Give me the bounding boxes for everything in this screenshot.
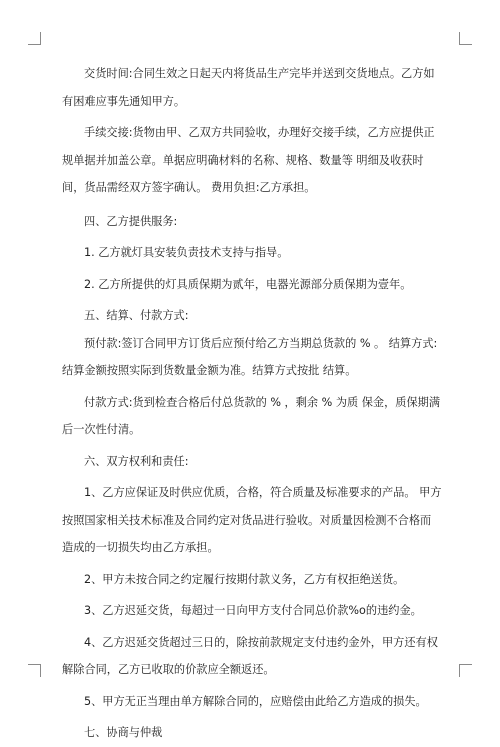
list-item-duty-2: 2、甲方未按合同之约定履行按期付款义务，乙方有权拒绝送货。 [84, 572, 405, 586]
list-item-duty-3: 3、乙方迟延交货，每超过一日向甲方支付合同总价款%o的违约金。 [84, 604, 422, 617]
heading-services: 四、乙方提供服务: [84, 214, 178, 228]
crop-mark-bottom-right [459, 664, 472, 677]
paragraph-prepayment: 预付款:签订合同甲方订货后应预付给乙方当期总货款的 % 。 结算方式:结算金额按照实际到货数量金额为准。结算方式按批 结算。 [62, 336, 438, 377]
heading-rights-duties: 六、双方权利和责任: [84, 454, 189, 468]
crop-mark-top-right [459, 32, 472, 45]
list-item-duty-4: 4、乙方迟延交货超过三日的，除按前款规定支付违约金外，甲方还有权解除合同，乙方已收取的价款应全额返还。 [62, 635, 438, 676]
crop-mark-bottom-left [28, 664, 41, 677]
paragraph-payment-method: 付款方式:货到检查合格后付总货款的 % ，剩余 % 为质 保金，质保期满后一次性付清。 [62, 395, 441, 436]
list-item-service-1: 1. 乙方就灯具安装负责技术支持与指导。 [84, 246, 289, 259]
paragraph-handover: 手续交接:货物由甲、乙双方共同验收，办理好交接手续，乙方应提供正规单据并加盖公章。单据应明确材料的名称、规格、数量等 明细及收获时间，货品需经双方签字确认。 费用负担:乙方承担。 [62, 126, 435, 194]
paragraph-delivery-time: 交货时间:合同生效之日起天内将货品生产完毕并送到交货地点。乙方如有困难应事先通知甲方。 [62, 67, 435, 108]
document-body [62, 60, 442, 747]
crop-mark-top-left [28, 32, 41, 45]
heading-arbitration: 七、协商与仲裁 [84, 726, 163, 739]
list-item-duty-1: 1、乙方应保证及时供应优质，合格，符合质量及标准要求的产品。 甲方按照国家相关技术标准及合同约定对货品进行验收。对质量因检测不合格而造成的一切损失均由乙方承担。 [62, 486, 442, 554]
list-item-service-2: 2. 乙方所提供的灯具质保期为贰年，电器光源部分质保期为壹年。 [84, 277, 412, 291]
heading-settlement: 五、结算、付款方式: [84, 309, 189, 322]
list-item-duty-5: 5、甲方无正当理由单方解除合同的，应赔偿由此给乙方造成的损失。 [84, 694, 427, 708]
